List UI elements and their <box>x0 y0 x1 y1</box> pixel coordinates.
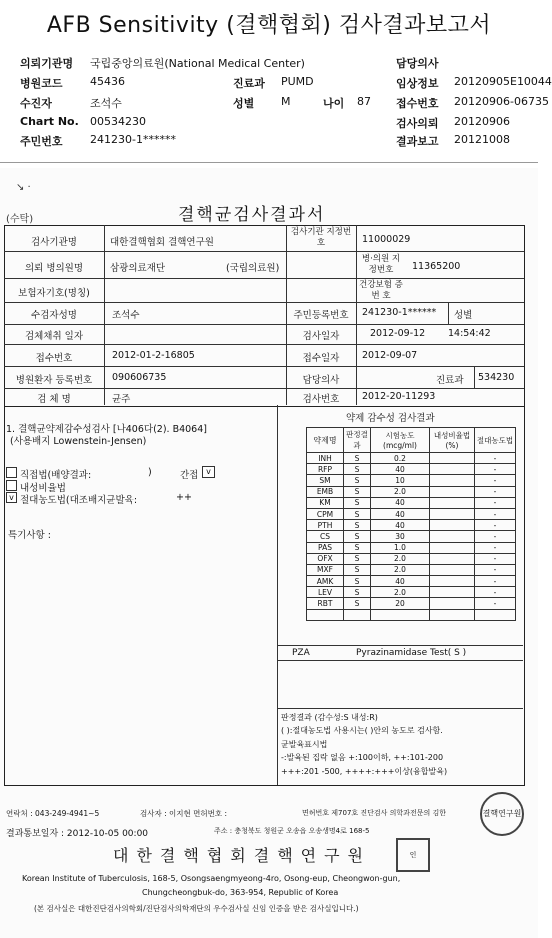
receipt-mark: (수탁) <box>6 214 34 225</box>
recv-no-label: 접수번호 <box>35 353 73 364</box>
legend-line: -:발육된 집락 없음 +:100이하, ++:101-200 <box>281 753 444 762</box>
proportion-method-checkbox[interactable] <box>6 480 17 491</box>
lab-id: 11000029 <box>362 234 411 245</box>
drug-result: S <box>344 531 371 542</box>
test-no-label: 검사번호 <box>302 394 340 405</box>
row-line <box>4 251 524 252</box>
legend-top-line <box>278 708 523 709</box>
header-separator <box>0 162 538 163</box>
ins-cert-label: 건강보험 증 번 호 <box>359 280 403 301</box>
test-time: 14:54:42 <box>448 328 491 339</box>
header-row-3-mid <box>233 95 371 111</box>
drug-ratio <box>430 587 475 598</box>
doctor-label: 담당의사 <box>302 375 340 386</box>
certification-note: (본 검사실은 대한진단검사의학회/진단검사의학재단의 우수검사실 신임 인증을 받은 검사실입니다.) <box>34 904 359 913</box>
pza-value: Pyrazinamidase Test( S ) <box>356 648 467 658</box>
drug-name: EMB <box>307 486 344 497</box>
drug-ratio <box>430 464 475 475</box>
header-cell: 시험농도(mcg/ml) <box>371 428 430 453</box>
specimen: 균주 <box>112 394 131 405</box>
row-line <box>4 388 524 389</box>
drug-conc: 40 <box>371 508 430 519</box>
drug-abs: - <box>475 475 516 486</box>
examiner-line: 검사자 : 이지현 면허번호 : <box>140 809 228 818</box>
drug-name: RBT <box>307 598 344 609</box>
field-label: 담당의사 <box>396 57 439 70</box>
drug-ratio <box>430 508 475 519</box>
test-date: 2012-09-12 <box>370 328 426 339</box>
legend-line: +++:201 -500, ++++:+++이상(융합발육) <box>281 767 448 776</box>
header-row-4-right <box>396 115 510 131</box>
header-row-5-right <box>396 133 510 149</box>
drug-conc: 30 <box>371 531 430 542</box>
drug-abs: - <box>475 520 516 531</box>
absolute-method-label: 절대농도법(대조배지균발육: <box>20 495 138 506</box>
indirect-label: 간접 <box>180 470 199 481</box>
field-label: 접수번호 <box>396 97 439 110</box>
drug-result: S <box>344 520 371 531</box>
row-line <box>4 302 524 303</box>
test-line-1: 1. 결핵균약제감수성검사 [나406다(2). B4064] <box>6 424 207 435</box>
contact-line: 연락처 : 043-249-4941~5 <box>6 809 100 818</box>
req-inst-label: 의뢰 병의원명 <box>24 263 84 274</box>
field-value: 20120906 <box>454 115 510 128</box>
org-name-kr: 대한결핵협회결핵연구원 <box>113 846 372 865</box>
drug-conc: 40 <box>371 464 430 475</box>
drug-row <box>307 531 516 542</box>
drug-result: S <box>344 508 371 519</box>
drug-conc: 40 <box>371 497 430 508</box>
drug-conc: 2.0 <box>371 553 430 564</box>
drug-name: CS <box>307 531 344 542</box>
drug-result: S <box>344 587 371 598</box>
legend-line: 균발육표시법 <box>281 740 328 749</box>
req-inst-note: (국립의료원) <box>226 263 280 274</box>
drug-conc: 2.0 <box>371 486 430 497</box>
empty-cell <box>430 609 475 620</box>
patient-no-label: 병원환자 등록번호 <box>15 375 93 386</box>
org-address-en-1: Korean Institute of Tuberculosis, 168-5, Osongsaengmyeong-4ro, Osong-eup, Cheongwon-gun, <box>22 874 401 883</box>
drug-conc: 10 <box>371 475 430 486</box>
drug-conc: 40 <box>371 576 430 587</box>
specimen-label: 검 체 명 <box>37 394 71 405</box>
drug-name: CPM <box>307 508 344 519</box>
field-label: 결과보고 <box>396 135 439 148</box>
header-cell: 판정결과 <box>344 428 371 453</box>
row-line <box>4 344 524 345</box>
req-inst: 삼광의료재단 <box>110 263 166 274</box>
drug-name: LEV <box>307 587 344 598</box>
subject-label: 수검자성명 <box>31 310 77 321</box>
direct-method-checkbox[interactable] <box>6 467 17 478</box>
test-no: 2012-20-11293 <box>362 391 436 402</box>
drug-abs: - <box>475 542 516 553</box>
drug-ratio <box>430 576 475 587</box>
report-date-line: 결과통보일자 : 2012-10-05 00:00 <box>6 829 149 839</box>
drug-abs: - <box>475 598 516 609</box>
control-growth-value: ++ <box>176 492 192 503</box>
drug-abs: - <box>475 553 516 564</box>
header-cell: 내성비율법(%) <box>430 428 475 453</box>
dept: 534230 <box>478 372 515 383</box>
drug-row <box>307 587 516 598</box>
patient-no: 090606735 <box>112 372 167 383</box>
field-value: 45436 <box>90 75 125 88</box>
subject: 조석수 <box>112 310 140 321</box>
header-row-3-right <box>396 95 549 111</box>
drug-row <box>307 553 516 564</box>
indirect-checkbox[interactable]: v <box>202 466 215 478</box>
field-label: 나이 <box>323 97 345 110</box>
drug-row <box>307 486 516 497</box>
drug-abs: - <box>475 564 516 575</box>
field-label: Chart No. <box>20 115 79 128</box>
drug-result: S <box>344 564 371 575</box>
drug-row <box>307 598 516 609</box>
pza-bottom-line <box>278 660 523 661</box>
drug-result: S <box>344 475 371 486</box>
drug-name: RFP <box>307 464 344 475</box>
drug-conc: 0.2 <box>371 453 430 464</box>
drug-ratio <box>430 453 475 464</box>
col-line <box>104 225 105 405</box>
field-value: 241230-1****** <box>90 133 176 146</box>
drug-abs: - <box>475 587 516 598</box>
field-value: PUMD <box>281 75 314 88</box>
recv-date-label: 접수일자 <box>302 353 340 364</box>
drug-row-empty <box>307 609 516 620</box>
header-row-2 <box>20 75 125 91</box>
document-title: 결핵균검사결과서 <box>178 205 326 225</box>
rrn: 241230-1****** <box>362 307 437 318</box>
drug-conc: 1.0 <box>371 542 430 553</box>
official-seal: 인 <box>396 838 430 872</box>
clinic-id: 11365200 <box>412 261 461 272</box>
collect-label: 검체채취 일자 <box>24 331 84 342</box>
drug-header-row <box>307 428 516 453</box>
direct-method-label: 직접법(배양결과: <box>20 470 92 481</box>
drug-abs: - <box>475 497 516 508</box>
field-label: 검사의뢰 <box>396 117 439 130</box>
drug-row <box>307 542 516 553</box>
test-date-label: 검사일자 <box>302 331 340 342</box>
insured-label: 보험자기호(명칭) <box>18 288 90 299</box>
field-value: 00534230 <box>90 115 146 128</box>
dept-label: 진료과 <box>436 375 464 386</box>
header-row-2-right <box>396 75 552 91</box>
drug-result: S <box>344 453 371 464</box>
drug-ratio <box>430 486 475 497</box>
field-label: 성별 <box>233 97 255 110</box>
clinic-id-label: 병·의원 지정번호 <box>361 254 401 275</box>
remarks-label: 특기사항 : <box>8 530 51 541</box>
org-address-en-2: Chungcheongbuk-do, 363-954, Republic of Korea <box>142 888 339 897</box>
drug-conc: 40 <box>371 520 430 531</box>
drug-abs: - <box>475 464 516 475</box>
recv-date: 2012-09-07 <box>362 350 418 361</box>
drug-ratio <box>430 564 475 575</box>
lab-name: 대한결핵협회 결핵연구원 <box>110 237 214 248</box>
drug-row <box>307 508 516 519</box>
lab-id-label: 검사기관 지정번호 <box>290 227 352 248</box>
field-value: M <box>281 95 291 108</box>
row-line <box>4 324 524 325</box>
drug-name: KM <box>307 497 344 508</box>
field-value: 20120905E10044 <box>454 75 552 88</box>
pza-label: PZA <box>292 648 310 658</box>
institute-stamp: 결핵연구원 <box>480 792 524 836</box>
absolute-method-checkbox[interactable]: v <box>6 492 17 503</box>
drug-result: S <box>344 486 371 497</box>
drug-name: OFX <box>307 553 344 564</box>
pza-top-line <box>278 645 523 646</box>
col-line <box>448 302 449 324</box>
proportion-method-label: 내성비율법 <box>20 483 66 494</box>
drug-result: S <box>344 576 371 587</box>
empty-cell <box>307 609 344 620</box>
drug-name: SM <box>307 475 344 486</box>
drug-abs: - <box>475 531 516 542</box>
drug-row <box>307 475 516 486</box>
field-value: 20120906-06735 <box>454 95 549 108</box>
header-cell: 약제명 <box>307 428 344 453</box>
header-row-5 <box>20 133 176 149</box>
drug-name: MXF <box>307 564 344 575</box>
scan-mark: ↘ · <box>16 182 31 193</box>
drug-abs: - <box>475 486 516 497</box>
empty-cell <box>475 609 516 620</box>
address-line: 주소 : 충청북도 청원군 오송읍 오송생명4로 168-5 <box>214 827 370 835</box>
drug-conc: 2.0 <box>371 564 430 575</box>
lab-name-label: 검사기관명 <box>31 237 77 248</box>
field-value: 조석수 <box>90 97 122 110</box>
drug-ratio <box>430 475 475 486</box>
drug-ratio <box>430 520 475 531</box>
drug-ratio <box>430 531 475 542</box>
header-row-4 <box>20 115 146 128</box>
drug-row <box>307 564 516 575</box>
drug-ratio <box>430 497 475 508</box>
field-value: 87 <box>357 95 371 108</box>
drug-result: S <box>344 497 371 508</box>
drug-result: S <box>344 553 371 564</box>
drug-abs: - <box>475 508 516 519</box>
drug-name: PTH <box>307 520 344 531</box>
test-line-2: (사용배지 Lowenstein-Jensen) <box>10 436 147 447</box>
empty-cell <box>371 609 430 620</box>
field-label: 의뢰기관명 <box>20 57 74 70</box>
legend-line: ( ):절대농도법 사용시는( )안의 농도로 검사함. <box>281 726 443 735</box>
drug-ratio <box>430 553 475 564</box>
drug-name: AMK <box>307 576 344 587</box>
row-line <box>4 366 524 367</box>
drug-row <box>307 520 516 531</box>
col-line <box>474 366 475 388</box>
legend-line: 판정결과 (감수성:S 내성:R) <box>281 713 378 722</box>
field-label: 수진자 <box>20 97 52 110</box>
drug-conc: 2.0 <box>371 587 430 598</box>
empty-cell <box>344 609 371 620</box>
drug-table <box>306 427 516 621</box>
col-line <box>356 225 357 405</box>
drug-name: INH <box>307 453 344 464</box>
field-label: 병원코드 <box>20 77 63 90</box>
field-value: 국립중앙의료원(National Medical Center) <box>90 57 305 70</box>
drug-name: PAS <box>307 542 344 553</box>
direct-method-close: ) <box>148 467 152 478</box>
header-row-1 <box>20 55 305 71</box>
field-label: 진료과 <box>233 77 265 90</box>
drug-section-title: 약제 감수성 검사결과 <box>346 413 435 424</box>
result-divider <box>277 405 278 785</box>
drug-result: S <box>344 464 371 475</box>
drug-row <box>307 464 516 475</box>
drug-row <box>307 497 516 508</box>
row-line <box>4 278 524 279</box>
drug-row <box>307 453 516 464</box>
header-row-1-right <box>396 55 439 71</box>
rrn-label: 주민등록번호 <box>293 310 349 321</box>
recv-no: 2012-01-2-16805 <box>112 350 195 361</box>
header-row-2-mid <box>233 75 314 91</box>
sex-label: 성별 <box>454 310 473 321</box>
drug-abs: - <box>475 576 516 587</box>
field-label: 임상정보 <box>396 77 439 90</box>
header-row-3 <box>20 95 122 111</box>
drug-ratio <box>430 542 475 553</box>
drug-result: S <box>344 598 371 609</box>
drug-conc: 20 <box>371 598 430 609</box>
report-title: AFB Sensitivity (결핵협회) 검사결과보고서 <box>46 13 492 38</box>
drug-ratio <box>430 598 475 609</box>
field-value: 20121008 <box>454 133 510 146</box>
header-cell: 절대농도법 <box>475 428 516 453</box>
field-label: 주민번호 <box>20 135 63 148</box>
drug-abs: - <box>475 453 516 464</box>
drug-row <box>307 576 516 587</box>
drug-result: S <box>344 542 371 553</box>
license-line: 면허번호 제707호 진단검사 의학과전문의 김한 <box>302 809 446 817</box>
